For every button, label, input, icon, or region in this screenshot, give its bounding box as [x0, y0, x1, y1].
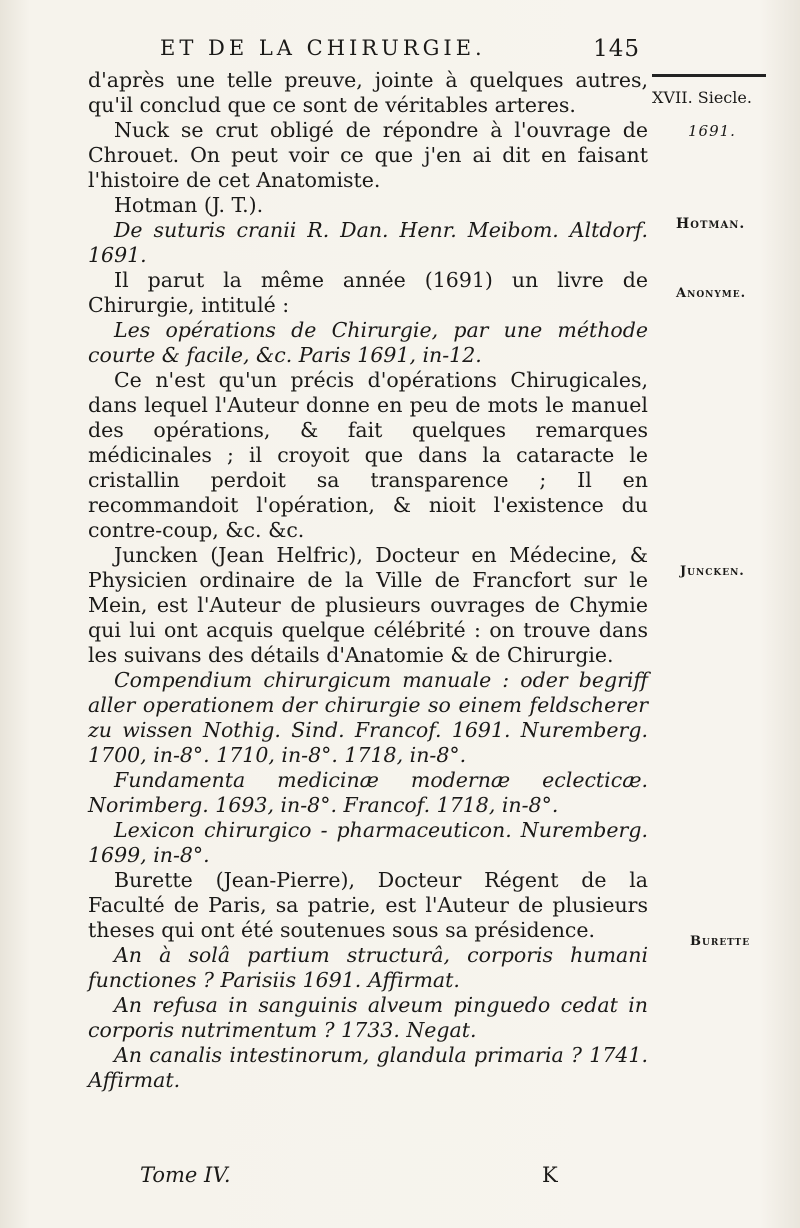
- paragraph-precis: Ce n'est qu'un précis d'opérations Chirugicales, dans lequel l'Auteur donne en peu de mots le manuel des opérations, & fait quelques remarques médicinales ; il croyoit que dans la cataracte le cristallin perdoit sa transparence ; Il en recommandoit l'opération, & nioit l'existence du contre-coup, &c. &c.: [88, 368, 648, 542]
- paragraph-nuck: Nuck se crut obligé de répondre à l'ouvrage de Chrouet. On peut voir ce que j'en ai dit en faisant l'histoire de cet Anatomiste.: [88, 118, 648, 192]
- margin-note-anonyme: Anonyme.: [676, 286, 747, 301]
- margin-note-hotman: Hotman.: [676, 216, 746, 232]
- volume-label: Tome IV.: [140, 1163, 231, 1187]
- paragraph-anonyme: Il parut la même année (1691) un livre de Chirurgie, intitulé :: [88, 268, 648, 317]
- page-number: 145: [593, 36, 640, 62]
- margin-note-burette: Burette: [690, 934, 751, 949]
- body-text: [88, 68, 648, 1093]
- margin-note-century: XVII. Siecle.: [652, 88, 752, 107]
- paragraph-continuation: d'après une telle preuve, jointe à quelques autres, qu'il conclud que ce sont de véritables arteres.: [88, 68, 648, 117]
- thesis-1741: An canalis intestinorum, glandula primaria ? 1741. Affirmat.: [88, 1043, 648, 1092]
- signature-mark: K: [542, 1163, 558, 1187]
- margin-rule: [652, 74, 766, 77]
- title-compendium: Compendium chirurgicum manuale : oder begriff aller operationem der chirurgie so einem feldscherer zu wissen Nothig. Sind. Francof. 1691. Nuremberg. 1700, in-8°. 1710, in-8°. 1718, in-8°.: [88, 668, 648, 767]
- entry-burette: Burette (Jean-Pierre), Docteur Régent de la Faculté de Paris, sa patrie, est l'Auteur de plusieurs theses qui ont été soutenues sous sa présidence.: [88, 868, 648, 942]
- entry-juncken: Juncken (Jean Helfric), Docteur en Médecine, & Physicien ordinaire de la Ville de Francfort sur le Mein, est l'Auteur de plusieurs ouvrages de Chymie qui lui ont acquis quelque célébrité : on trouve dans les suivans des détails d'Anatomie & de Chirurgie.: [88, 543, 648, 667]
- margin-note-year: 1691.: [688, 122, 736, 140]
- margin-note-juncken: Juncken.: [680, 564, 745, 579]
- running-title: ET DE LA CHIRURGIE.: [160, 36, 486, 60]
- page-footer: [140, 1163, 580, 1193]
- title-operations: Les opérations de Chirurgie, par une méthode courte & facile, &c. Paris 1691, in-12.: [88, 318, 648, 367]
- title-lexicon: Lexicon chirurgico - pharmaceuticon. Nuremberg. 1699, in-8°.: [88, 818, 648, 867]
- thesis-1733: An refusa in sanguinis alveum pinguedo cedat in corporis nutrimentum ? 1733. Negat.: [88, 993, 648, 1042]
- title-hotman: De suturis cranii R. Dan. Henr. Meibom. Altdorf. 1691.: [88, 218, 648, 267]
- page-header: [160, 36, 640, 66]
- title-fundamenta: Fundamenta medicinæ modernæ eclecticæ. Norimberg. 1693, in-8°. Francof. 1718, in-8°.: [88, 768, 648, 817]
- entry-hotman: Hotman (J. T.).: [114, 193, 264, 217]
- thesis-1691: An à solâ partium structurâ, corporis humani functiones ? Parisiis 1691. Affirmat.: [88, 943, 648, 992]
